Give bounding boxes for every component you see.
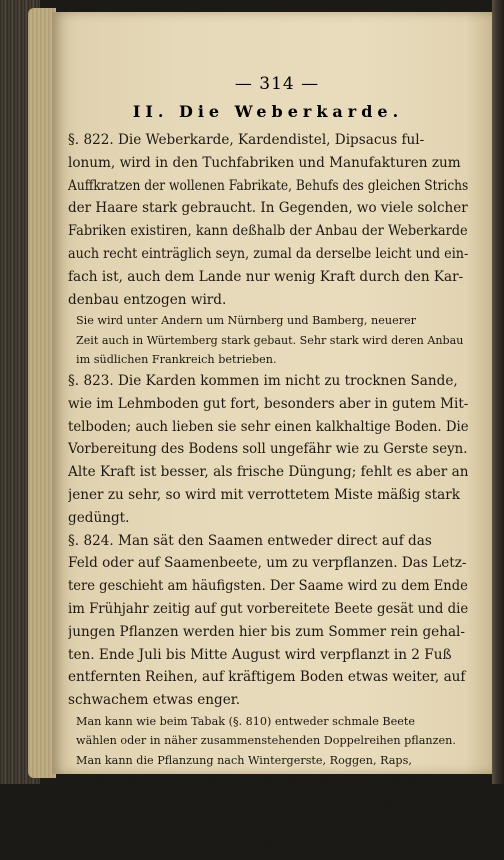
text-line: Fabriken existiren, kann deßhalb der Anbau der Weberkarde [68, 223, 468, 240]
text-line: im Frühjahr zeitig auf gut vorbereitete Beete gesät und die [68, 600, 469, 617]
footnote-line: Man kann wie beim Tabak (§. 810) entweder schmale Beete [76, 714, 415, 728]
text-line: §. 824. Man sät den Saamen entweder direct auf das [68, 532, 432, 549]
text-line: wie im Lehmboden gut fort, besonders aber in gutem Mit- [68, 395, 469, 412]
text-line: §. 823. Die Karden kommen im nicht zu trocknen Sande, [68, 372, 458, 389]
text-line: denbau entzogen wird. [68, 291, 227, 308]
page-number: — 314 — [234, 74, 320, 94]
text-line: fach ist, auch dem Lande nur wenig Kraft durch den Kar- [68, 268, 464, 285]
text-line: jener zu sehr, so wird mit verrottetem Miste mäßig stark [68, 486, 460, 503]
text-line: entfernten Reihen, auf kräftigem Boden etwas weiter, auf [68, 669, 466, 686]
text-line: tere geschieht am häufigsten. Der Saame wird zu dem Ende [68, 578, 468, 595]
text-line: auch recht einträglich seyn, zumal da derselbe leicht und ein- [68, 246, 469, 262]
text-line: gedüngt. [68, 509, 130, 526]
text-line: Vorbereitung des Bodens soll ungefähr wie zu Gerste seyn. [68, 441, 468, 458]
footnote-line: im südlichen Frankreich betrieben. [76, 353, 277, 367]
text-line: jungen Pflanzen werden hier bis zum Sommer rein gehal- [68, 623, 465, 640]
footnote-line: Frühkartoffeln, Wickfutter, einmal geschnittenem Klee ꝛc. folgen lassen. [76, 773, 464, 787]
text-line: telboden; auch lieben sie sehr einen kalkhaltige Boden. Die [68, 418, 469, 435]
text-line: Auffkratzen der wollenen Fabrikate, Behufs des gleichen Strichs [68, 177, 469, 194]
text-line: §. 825. Hat man ein im Frühjahr schon gehörig vor- [68, 792, 424, 809]
footnote-line: wählen oder in näher zusammenstehenden Doppelreihen pflanzen. [76, 734, 456, 748]
text-line: Feld oder auf Saamenbeete, um zu verpflanzen. Das Letz- [68, 555, 467, 572]
text-line: schwachem etwas enger. [68, 692, 241, 709]
footnote-line: Zeit auch in Würtemberg stark gebaut. Sehr stark wird deren Anbau [76, 333, 464, 347]
text-line: lonum, wird in den Tuchfabriken und Manufakturen zum [68, 154, 461, 171]
section-heading: II. Die Weberkarde. [132, 102, 404, 121]
text-line: Alte Kraft ist besser, als frische Düngung; fehlt es aber an [68, 464, 468, 481]
text-line: ten. Ende Juli bis Mitte August wird verpflanzt in 2 Fuß [68, 646, 452, 663]
text-line: Feld in der erforderlichen Entfernung gelegt, oder auch (was [68, 838, 469, 855]
footnote-line: Man kann die Pflanzung nach Wintergerste, Roggen, Raps, [76, 753, 412, 767]
footnote-line: Sie wird unter Andern um Nürnberg und Bamberg, neuerer [76, 314, 417, 328]
text-line: §. 822. Die Weberkarde, Kardendistel, Dipsacus ful- [68, 132, 425, 148]
text-line: der Haare stark gebraucht. In Gegenden, wo viele solcher [68, 200, 468, 217]
text-line: bereitetes Land, so kann der Kardensaamen unmittelbar auf's [68, 815, 469, 832]
right-page-edge [492, 0, 504, 784]
